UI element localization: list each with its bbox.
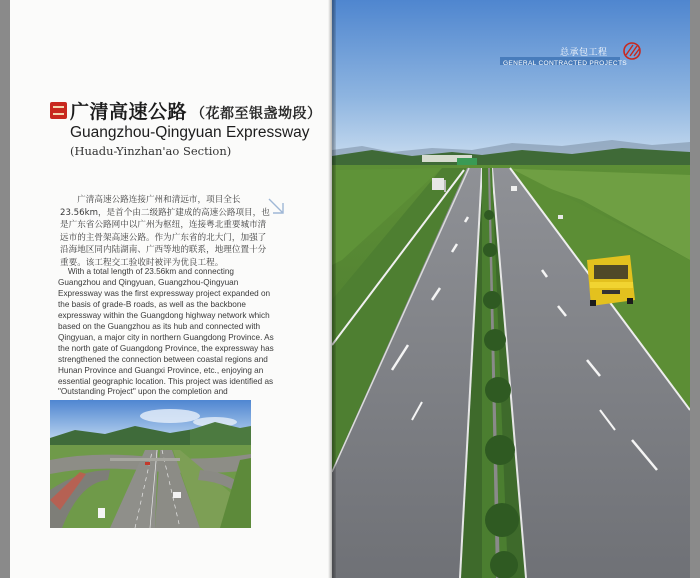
section-emblem-icon (50, 102, 67, 119)
project-title-cn (70, 97, 322, 124)
company-logo-icon (618, 41, 646, 61)
expressway-photo (332, 0, 690, 578)
right-page (332, 0, 690, 578)
book-gutter (328, 0, 336, 578)
interchange-photo (50, 400, 251, 528)
project-title-cn-section: （花都至银盏坳段） (191, 106, 322, 122)
description-en: With a total length of 23.56km and connecting Guangzhou and Qingyuan, Guangzhou-Qingyuan Expressway was the first expressway project expanded on the basis of grade-B roads, as well as the backbone expressway within the Guangdong highway network which based on the Guangzhou as its hub and connected with Qingyuan, a major city in northern Guangdong Province. As the north gate of Guangdong Province, the expressway has strengthened the connection between coastal regions and Hunan Province and Guangxi Province, etc., enjoying an essential geographic location. This project was identified as "Outstanding Project" upon the completion and (58, 267, 274, 397)
project-subtitle-en: (Huadu-Yinzhan'ao Section) (70, 144, 232, 158)
project-title-cn-main: 广清高速公路 (70, 101, 188, 123)
section-header-cn: 总承包工程 (560, 48, 608, 58)
project-title-en: Guangzhou-Qingyuan Expressway (70, 124, 310, 141)
description-cn: 广清高速公路连接广州和清远市，项目全长23.56km，是首个由二级路扩建成的高速公路项目，也是广东省公路网中以广州为枢纽，连接粤北重要城市清远市的主骨架高速公路。作为广东省的北大门，加强了沿海地区同内陆湖南、广西等地的联系，地理位置十分重要。该工程交工验收时被评为优良工程。 (60, 195, 270, 268)
section-header-en: GENERAL CONTRACTED PROJECTS (503, 60, 627, 67)
